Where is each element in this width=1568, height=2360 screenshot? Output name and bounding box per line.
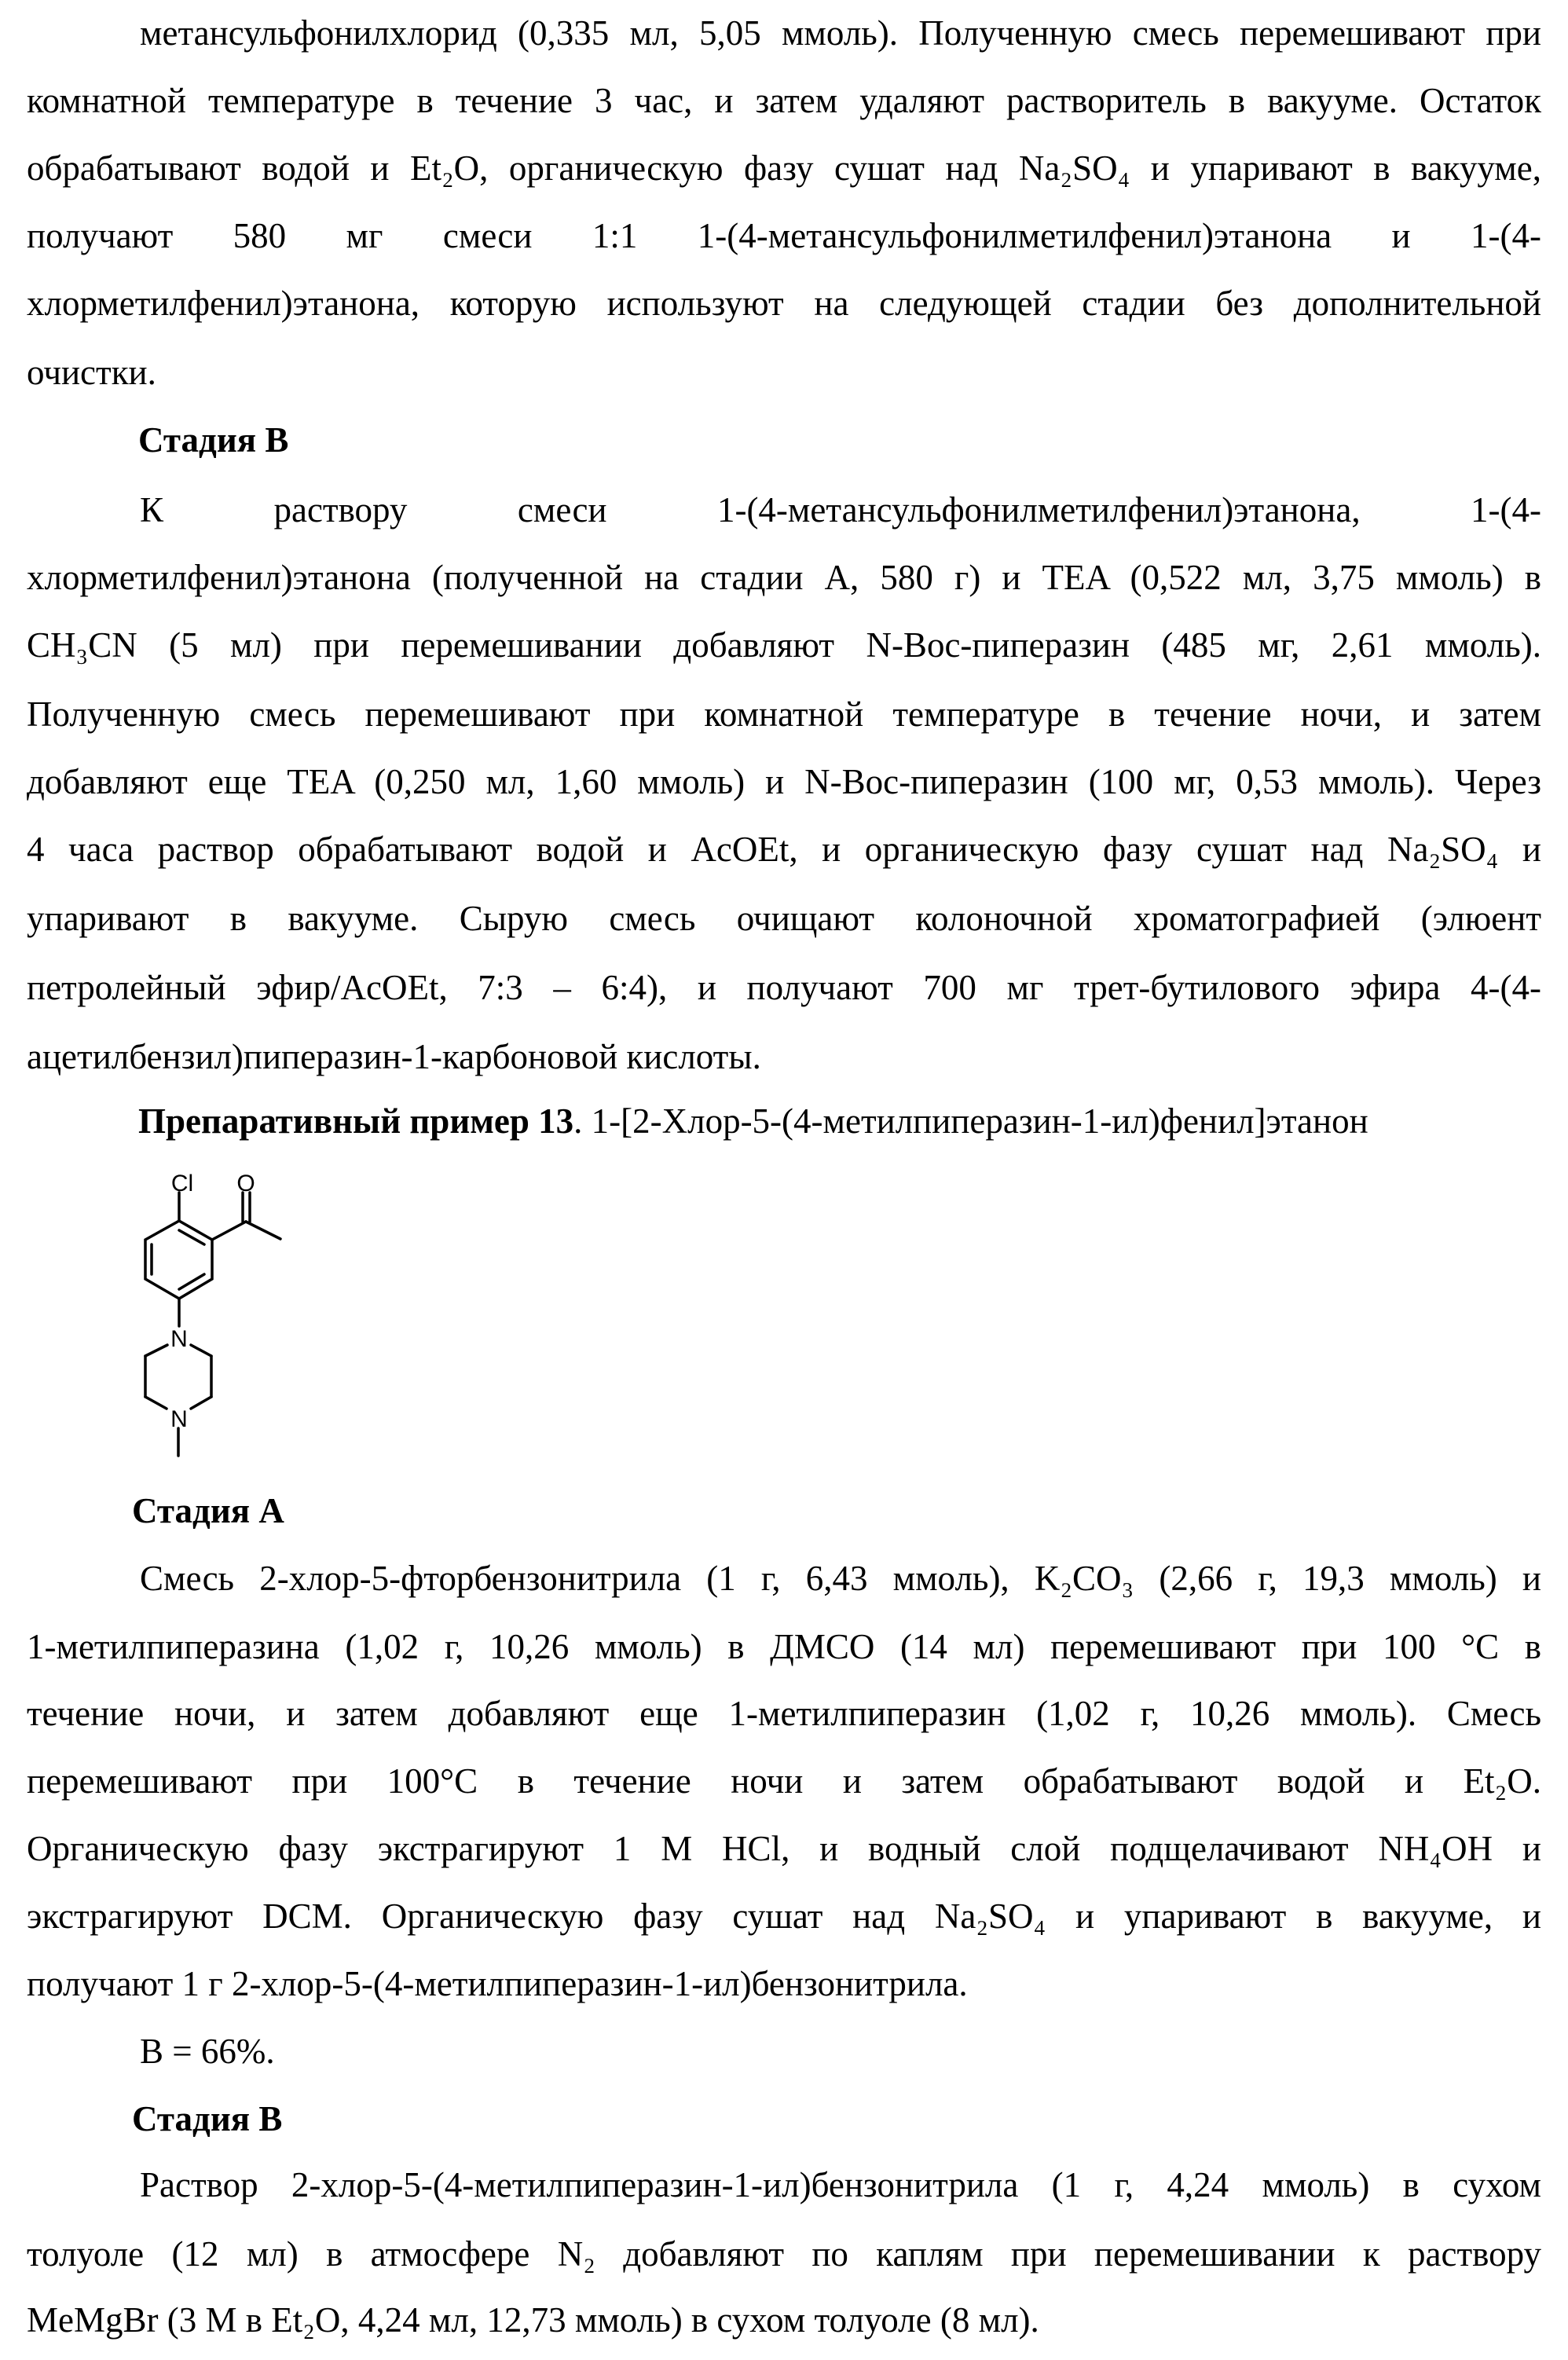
paragraph1-line: очистки. bbox=[27, 350, 1541, 394]
paragraph1-line: комнатной температуре в течение 3 час, и затем удаляют растворитель в вакууме. Остаток bbox=[27, 79, 1541, 123]
paragraph2-line: добавляют еще TEA (0,250 мл, 1,60 ммоль) и N-Boc-пиперазин (100 мг, 0,53 ммоль). Через bbox=[27, 760, 1541, 804]
paragraph3-line: 1-метилпиперазина (1,02 г, 10,26 ммоль) в ДМСО (14 мл) перемешивают при 100 °C в bbox=[27, 1625, 1541, 1669]
paragraph2-line: CH₃CN (5 мл) при перемешивании добавляют N-Boc-пиперазин (485 мг, 2,61 ммоль). bbox=[27, 623, 1541, 667]
paragraph2-line: упаривают в вакууме. Сырую смесь очищают колоночной хроматографией (элюент bbox=[27, 896, 1541, 940]
paragraph2-line: К раствору смеси 1-(4-метансульфонилметилфенил)этанона, 1-(4- bbox=[140, 488, 1541, 532]
paragraph3-line: Органическую фазу экстрагируют 1 M HCl, и водный слой подщелачивают NH₄OH и bbox=[27, 1827, 1541, 1871]
paragraph2-line: хлорметилфенил)этанона (полученной на стадии А, 580 г) и TEA (0,522 мл, 3,75 ммоль) в bbox=[27, 555, 1541, 599]
paragraph3-line: перемешивают при 100°C в течение ночи и затем обрабатывают водой и Et₂O. bbox=[27, 1759, 1541, 1803]
paragraph1-line: обрабатывают водой и Et₂O, органическую фазу сушат над Na₂SO₄ и упаривают в вакууме, bbox=[27, 146, 1541, 190]
atom-cl-label: Cl bbox=[171, 1171, 193, 1196]
heading-stage-b: Стадия B bbox=[138, 418, 288, 462]
atom-n1-label: N bbox=[170, 1326, 188, 1352]
paragraph2-line: 4 часа раствор обрабатывают водой и AcOEt, и органическую фазу сушат над Na₂SO₄ и bbox=[27, 827, 1541, 871]
heading-stage-b-2: Стадия B bbox=[132, 2097, 282, 2141]
paragraph4-line: Раствор 2-хлор-5-(4-метилпиперазин-1-ил)бензонитрила (1 г, 4,24 ммоль) в сухом bbox=[140, 2163, 1541, 2207]
paragraph3-line: получают 1 г 2-хлор-5-(4-метилпиперазин-1-ил)бензонитрила. bbox=[27, 1962, 1541, 2006]
paragraph1-line: метансульфонилхлорид (0,335 мл, 5,05 ммоль). Полученную смесь перемешивают при bbox=[140, 11, 1541, 55]
paragraph4-line: MeMgBr (3 M в Et₂O, 4,24 мл, 12,73 ммоль) в сухом толуоле (8 мл). bbox=[27, 2298, 1541, 2342]
paragraph2-line: Полученную смесь перемешивают при комнатной температуре в течение ночи, и затем bbox=[27, 692, 1541, 736]
atom-n4-label: N bbox=[170, 1406, 188, 1432]
paragraph3-line: Смесь 2-хлор-5-фторбензонитрила (1 г, 6,43 ммоль), K₂CO₃ (2,66 г, 19,3 ммоль) и bbox=[140, 1556, 1541, 1600]
example-label: Препаративный пример 13 bbox=[138, 1101, 573, 1141]
heading-stage-a: Стадия A bbox=[132, 1489, 284, 1533]
paragraph4-line: толуоле (12 мл) в атмосфере N₂ добавляют по каплям при перемешивании к раствору bbox=[27, 2232, 1541, 2276]
yield-line: B = 66%. bbox=[140, 2029, 1541, 2073]
example-compound-name: . 1-[2-Хлор-5-(4-метилпиперазин-1-ил)фенил]этанон bbox=[573, 1101, 1368, 1141]
atom-o-label: O bbox=[236, 1171, 255, 1196]
paragraph2-line: петролейный эфир/AcOEt, 7:3 – 6:4), и получают 700 мг трет-бутилового эфира 4-(4- bbox=[27, 966, 1541, 1010]
paragraph3-line: экстрагируют DCM. Органическую фазу сушат над Na₂SO₄ и упаривают в вакууме, и bbox=[27, 1894, 1541, 1938]
paragraph1-line: получают 580 мг смеси 1:1 1-(4-метансульфонилметилфенил)этанона и 1-(4- bbox=[27, 214, 1541, 258]
paragraph3-line: течение ночи, и затем добавляют еще 1-метилпиперазин (1,02 г, 10,26 ммоль). Смесь bbox=[27, 1691, 1541, 1735]
paragraph2-line: ацетилбензил)пиперазин-1-карбоновой кислоты. bbox=[27, 1035, 1541, 1079]
paragraph1-line: хлорметилфенил)этанона, которую используют на следующей стадии без дополнительной bbox=[27, 281, 1541, 325]
